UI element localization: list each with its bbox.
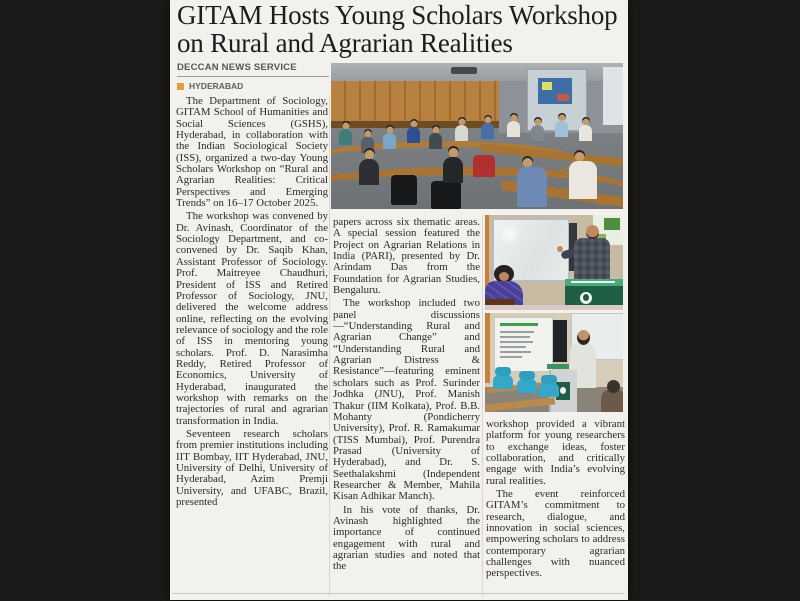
column-3 <box>486 419 625 597</box>
photo-podium-logo <box>580 292 592 304</box>
photo-slide-line <box>500 331 534 333</box>
photo-foreground-blur <box>485 305 623 310</box>
photo-slide-line <box>500 341 533 343</box>
paragraph: In his vote of thanks, Dr. Avinash highlighted the importance of continued engagement with rural and agrarian studies and noted that the <box>333 503 480 573</box>
headline: GITAM Hosts Young Scholars Workshop on Rural and Agrarian Realities <box>177 0 618 58</box>
photo-person <box>481 123 494 139</box>
photo-person <box>555 121 568 137</box>
photo-person <box>579 125 592 141</box>
photo-tv-panel <box>553 320 567 362</box>
photo-person <box>455 125 468 141</box>
photo-slide-title <box>500 323 538 326</box>
photo-red-chair <box>473 155 495 177</box>
photo-presenter-head <box>577 330 590 345</box>
photo-slide-line <box>500 336 530 338</box>
photo-person <box>339 129 352 145</box>
photo-slide <box>538 78 572 104</box>
column-separator <box>482 215 483 597</box>
photo-chair <box>431 181 461 209</box>
workshop-photo-lecture-hall <box>331 63 623 209</box>
photo-speaker-hand <box>557 246 563 252</box>
photo-glare <box>499 223 521 245</box>
photo-person <box>429 133 442 149</box>
photo-side-screen <box>603 67 623 125</box>
column-1 <box>176 96 328 598</box>
photo-speaker-head <box>586 225 599 239</box>
photo-person <box>569 161 597 199</box>
photo-chair <box>391 175 417 205</box>
paragraph: The workshop was convened by Dr. Avinash, Coordinator of the Sociology Department, and co-convened by Dr. Saqib Khan, Assistant Professor of Sociology. Prof. Maitreyee Chaudhuri, President of ISS and Retired Professor of Sociology, JNU, delivered the welcome address online, reflecting on the evolving relevance of sociology and the role of ISS in mentoring young scholars. Prof. D. Narasimha Reddy, Retired Professor of Economics, University of Hyderabad, inaugurated the workshop with remarks on the trajectories of rural and agrarian transformation in India. <box>176 210 328 427</box>
paragraph: workshop provided a vibrant platform for young researchers to exchange ideas, foster collaboration, and critically engage with India’s evolving rural realities. <box>486 419 625 487</box>
paragraph: papers across six thematic areas. A special session featured the Project on Agrarian Relations in India (PARI), presented by Dr. Arindam Das from the Foundation for Agrarian Studies, Bengaluru. <box>333 217 480 297</box>
photo-person <box>407 127 420 143</box>
dateline-row <box>177 81 329 91</box>
photo-speaker <box>574 238 610 282</box>
photo-person <box>507 121 520 137</box>
photo-projection-screen <box>494 317 553 372</box>
paragraph: Seventeen research scholars from premier institutions including IIT Bombay, IIT Hyderabad, JNU, University of Delhi, University of Hyderabad, Azim Premji University, and UFABC, Brazil, presented <box>176 427 328 509</box>
bottom-rule <box>172 593 624 594</box>
byline: DECCAN NEWS SERVICE <box>177 62 329 77</box>
photo-blue-chair <box>539 383 559 397</box>
photo-blue-chair <box>493 375 513 389</box>
dateline-bullet-icon <box>177 83 184 90</box>
photo-person <box>517 167 547 207</box>
workshop-photo-speaker-podium <box>485 215 623 310</box>
byline-block <box>177 62 329 91</box>
photo-foreground-person <box>601 389 623 412</box>
workshop-photo-presenter-screen <box>485 313 623 412</box>
photo-slide-line <box>500 351 531 353</box>
photo-wall-strip <box>485 313 490 383</box>
paragraph: The workshop included two panel discussions—“Understanding Rural and Agrarian Change” and “Understanding Rural and Agrarian Distress & Resistance”—featuring eminent scholars such as Prof. Surinder Jodhka (JNU), Prof. Manish Thakur (IIM Kolkata), Prof. B.B. Mohanty (Pondicherry University), Prof. R. Ramakumar (TISS Mumbai), Prof. Purendra Prasad (University of Hyderabad), and Dr. S. Seethalakshmi (Independent Researcher & Member, Mahila Kisan Adhikar Manch). <box>333 297 480 503</box>
photo-slide-line <box>500 356 522 358</box>
paragraph: The Department of Sociology, GITAM School of Humanities and Social Sciences (GSHS), Hyderabad, in collaboration with the Indian Sociological Society (ISS), organized a two-day Young Scholars Workshop on “Rural and Agrarian Realities: Critical Perspectives and Emerging Trends” on 16–17 October 2025. <box>176 96 328 210</box>
photo-person <box>443 157 463 183</box>
paragraph: The event reinforced GITAM’s commitment to research, dialogue, and innovation in social sciences, empowering scholars to address contemporary agrarian challenges with nuanced perspectives. <box>486 488 625 580</box>
dateline: HYDERABAD <box>189 81 244 91</box>
photo-person <box>383 133 396 149</box>
photo-person <box>531 125 544 141</box>
photo-blue-chair <box>517 379 537 393</box>
column-2 <box>333 217 480 601</box>
photo-ceiling-vent <box>451 67 477 74</box>
photo-slide-line <box>500 346 526 348</box>
photo-seated-woman-face <box>499 272 509 281</box>
photo-person <box>359 159 379 185</box>
newspaper-clipping <box>170 0 628 600</box>
column-separator <box>329 96 330 596</box>
